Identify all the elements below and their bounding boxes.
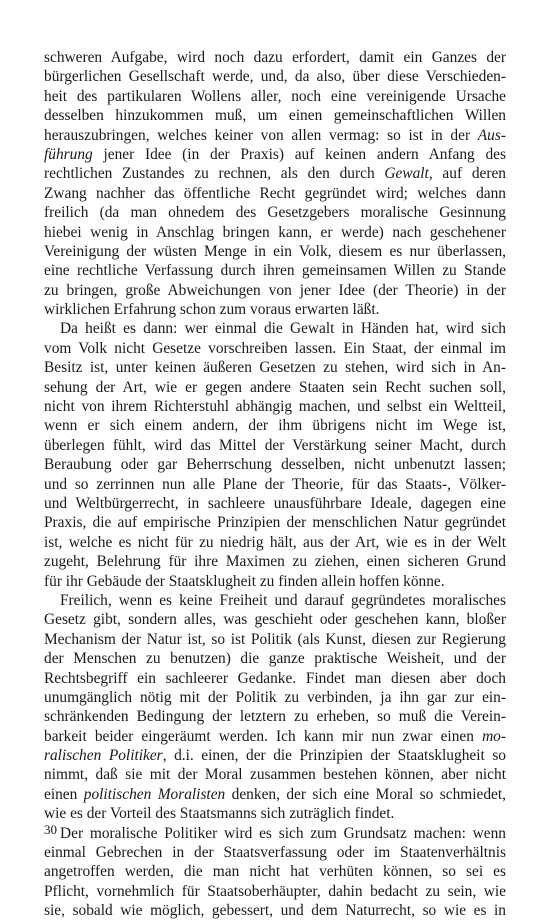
text-run: wenn er sich einem andern, der ihm übrigens nicht im Wege ist,	[44, 417, 506, 435]
text-line	[44, 164, 506, 183]
text-run: bürgerlichen Gesellschaft werde, und, da also, über diese Verschieden-	[44, 68, 506, 86]
text-line	[44, 416, 506, 435]
text-line	[44, 727, 506, 746]
text-line	[44, 261, 506, 280]
text-run: , auf deren	[428, 165, 506, 183]
text-run: unumgänglich nötig mit der Politik zu verbinden, ja ihn gar zur ein-	[44, 688, 506, 706]
text-run: desselben hinzukommen muß, um einen gemeinschaftlichen Willen	[44, 107, 506, 125]
text-line	[44, 242, 506, 261]
text-line	[44, 688, 506, 707]
text-run: sehung der Art, wie er gegen andere Staaten sein Recht suchen soll,	[44, 378, 506, 396]
text-line	[44, 882, 506, 901]
text-run: der Menschen zu benutzen) die ganze praktische Weisheit, und der	[44, 650, 506, 668]
text-line	[44, 669, 506, 688]
text-line	[44, 901, 506, 920]
text-run: herauszubringen, welches keiner von allen vermag: so ist in der	[44, 126, 478, 144]
text-line	[44, 591, 506, 610]
text-run: rechtlichen Zustandes zu rechnen, als den durch	[44, 165, 385, 183]
text-run: Rechtsbegriff ein sachleerer Gedanke. Findet man diesen aber doch	[44, 669, 506, 687]
text-line	[44, 630, 506, 649]
text-line	[44, 610, 506, 629]
text-run: schränkenden Bedingung der letztern zu erheben, so muß die Verein-	[44, 708, 506, 726]
text-run: Zwang nachher das öffentliche Recht gegründet wird; welches dann	[44, 184, 506, 202]
text-run: einen	[44, 785, 84, 803]
text-run: Mechanism der Natur ist, so ist Politik (als Kunst, diesen zur Regierung	[44, 630, 506, 648]
text-line	[44, 804, 506, 823]
text-run: Pflicht, vornehmlich für Staatsoberhäupter, dahin bedacht zu sein, wie	[44, 882, 506, 900]
text-run: barkeit beider eingeräumt werden. Ich kann mir nun zwar einen	[44, 727, 483, 745]
italic-text: politischen Moralisten	[83, 785, 226, 803]
text-run: sie, sobald wie möglich, gebessert, und dem Naturrecht, so wie es in	[44, 902, 506, 920]
text-run: freilich (da man ohnedem des Gesetzgebers moralische Gesinnung	[44, 204, 506, 222]
text-line	[44, 203, 506, 222]
text-run: angetroffen werden, die man nicht hat verhüten können, so sei es	[44, 863, 506, 881]
text-run: überlegen fühlt, wird das Mittel der Verstärkung seiner Macht, durch	[44, 436, 506, 454]
text-run: Praxis, die auf empirische Prinzipien der menschlichen Natur gegründet	[44, 514, 506, 532]
text-run: denken, der sich eine Moral so schmiedet,	[225, 785, 507, 803]
text-line	[44, 397, 506, 416]
text-run: zu bringen, große Abweichungen von jener Idee (der Theorie) in der	[44, 281, 506, 299]
text-line	[44, 765, 506, 784]
text-line	[44, 552, 506, 571]
text-run: nimmt, daß sie mit der Moral zusammen bestehen können, aber nicht	[44, 766, 506, 784]
text-run: schweren Aufgabe, wird noch dazu erfordert, damit ein Ganzes der	[44, 49, 506, 66]
text-line	[44, 339, 506, 358]
text-line	[44, 843, 506, 862]
italic-text: Aus-	[477, 126, 506, 144]
italic-text: ralischen Politiker	[44, 747, 163, 765]
text-line	[44, 475, 506, 494]
text-line	[44, 533, 506, 552]
italic-text: führung	[44, 145, 93, 163]
text-run: und so zerrinnen nun alle Plane der Theorie, für das Staats-, Völker-	[44, 475, 506, 493]
text-run: Freilich, wenn es keine Freiheit und darauf gegründetes moralisches	[60, 591, 506, 609]
text-run: Gesetz gibt, sondern alles, was geschieht oder geschehen kann, bloßer	[44, 611, 506, 629]
text-line	[44, 319, 506, 338]
text-line	[44, 862, 506, 881]
text-line	[44, 785, 506, 804]
text-run: eine rechtliche Verfassung durch ihren gemeinsamen Willen zu Stande	[44, 262, 506, 280]
text-line	[44, 436, 506, 455]
text-line	[44, 378, 506, 397]
text-line	[44, 67, 506, 86]
text-run: jener Idee (in der Praxis) auf keinen andern Anfang des	[92, 145, 506, 163]
text-run: Beraubung oder gar Beherrschung desselben, nicht unbenutzt lassen;	[44, 456, 506, 474]
text-run: vom Volk nicht Gesetze vorschreiben lassen. Ein Staat, der einmal im	[44, 339, 506, 357]
text-run: Der moralische Politiker wird es sich zum Grundsatz machen: wenn	[60, 824, 506, 842]
text-line	[44, 300, 506, 319]
text-line	[44, 494, 506, 513]
text-run: Besitz ist, unter keinen äußeren Gesetzen zu stehen, wird sich in An-	[44, 359, 506, 377]
text-run: Vereinigung der wüsten Menge in ein Volk, diesem es nur überlassen,	[44, 242, 506, 260]
text-line	[44, 145, 506, 164]
text-run: nicht von ihrem Richterstuhl abhängig machen, und selbst ein Weltteil,	[44, 398, 506, 416]
text-line	[44, 281, 506, 300]
text-run: heit des partikularen Wollens aller, noch eine vereinigende Ursache	[44, 87, 506, 105]
text-run: hiebei wenig in Anschlag bringen kann, er werde) nach geschehener	[44, 223, 506, 241]
text-line	[44, 746, 506, 765]
text-line	[44, 824, 506, 843]
text-run: wirklichen Erfahrung schon zum voraus erwarten läßt.	[44, 301, 380, 319]
text-line	[44, 707, 506, 726]
italic-text: mo-	[482, 727, 506, 745]
text-run: , d.i. einen, der die Prinzipien der Staatsklugheit so	[162, 747, 506, 765]
text-line	[44, 126, 506, 145]
text-line	[44, 455, 506, 474]
page-number: 30	[44, 822, 57, 837]
text-line	[44, 106, 506, 125]
text-run: Da heißt es dann: wer einmal die Gewalt in Händen hat, wird sich	[60, 320, 506, 338]
text-line	[44, 223, 506, 242]
text-run: wie es der Vorteil des Staatsmanns sich zuträglich findet.	[44, 805, 395, 823]
text-run: für ihr Gebäude der Staatsklugheit zu finden allein hoffen könne.	[44, 572, 445, 590]
text-run: ist, welche es nicht für zu niedrig hält, aus der Art, wie es in der Welt	[44, 533, 506, 551]
text-line	[44, 87, 506, 106]
text-line	[44, 572, 506, 591]
text-run: zugeht, Belehrung für ihre Maximen zu ziehen, einen sicheren Grund	[44, 553, 506, 571]
text-run: einmal Gebrechen in der Staatsverfassung oder im Staatenverhältnis	[44, 844, 506, 862]
text-line	[44, 184, 506, 203]
italic-text: Gewalt	[384, 165, 429, 183]
text-line	[44, 513, 506, 532]
text-line	[44, 649, 506, 668]
page-body-text	[44, 48, 506, 921]
text-line	[44, 358, 506, 377]
text-line	[44, 48, 506, 67]
text-run: und Weltbürgerrecht, in sachleere unausführbare Ideale, dagegen eine	[44, 494, 506, 512]
